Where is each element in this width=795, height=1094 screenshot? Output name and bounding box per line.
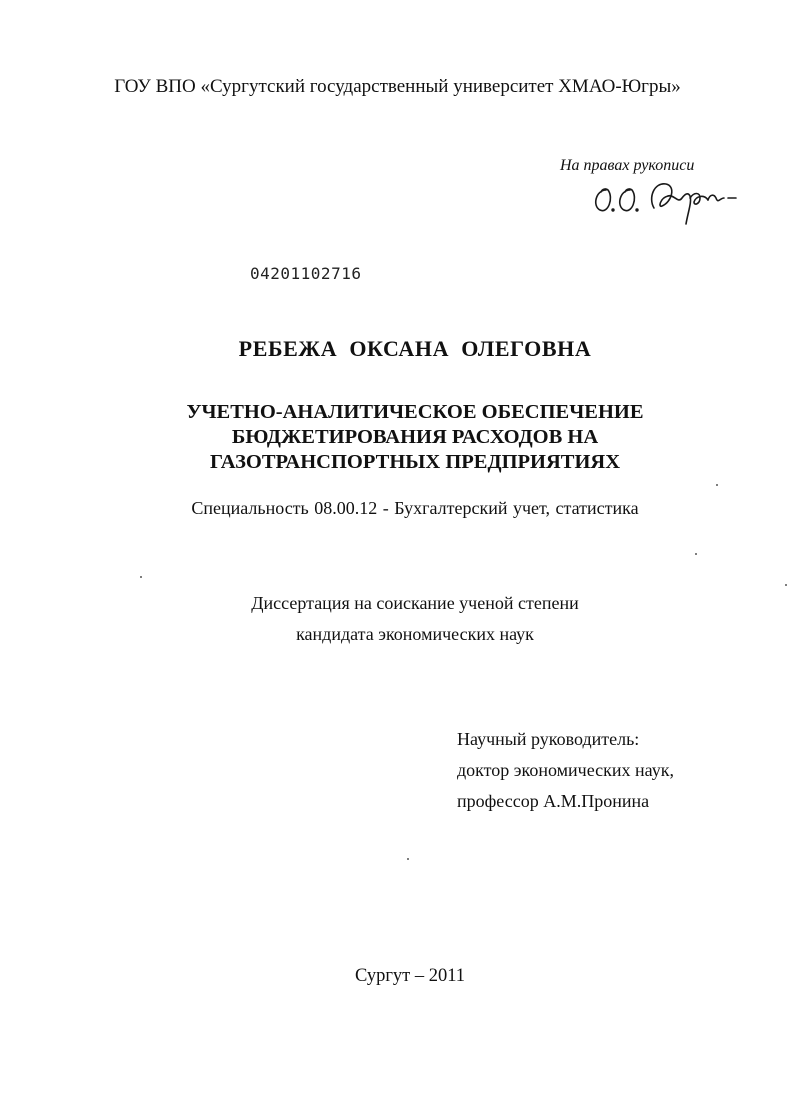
- scan-speck: [716, 484, 718, 486]
- registration-number: 04201102716: [250, 264, 362, 283]
- author-name: РЕБЕЖА ОКСАНА ОЛЕГОВНА: [238, 336, 592, 361]
- supervisor-line: Научный руководитель:: [457, 729, 640, 749]
- scientific-supervisor: [457, 724, 674, 817]
- degree-line: Диссертация на соискание ученой степени: [251, 593, 579, 613]
- specialty-line: Специальность 08.00.12 - Бухгалтерский учет, статистика: [191, 498, 639, 518]
- degree-line: кандидата экономических наук: [296, 624, 534, 644]
- thesis-title-line: БЮДЖЕТИРОВАНИЯ РАСХОДОВ НА: [231, 426, 599, 448]
- thesis-title-line: УЧЕТНО-АНАЛИТИЧЕСКОЕ ОБЕСПЕЧЕНИЕ: [186, 401, 644, 423]
- handwritten-signature: [588, 168, 748, 238]
- thesis-title: [0, 400, 795, 475]
- supervisor-line: доктор экономических наук,: [457, 760, 674, 780]
- scan-speck: [695, 553, 697, 555]
- city-and-year: Сургут – 2011: [354, 966, 466, 986]
- scan-speck: [785, 584, 787, 586]
- degree-statement: [0, 588, 795, 650]
- university-name: ГОУ ВПО «Сургутский государственный университет ХМАО-Югры»: [114, 76, 681, 97]
- scan-speck: [140, 576, 142, 578]
- manuscript-rights-note: На правах рукописи: [560, 157, 695, 174]
- thesis-title-line: ГАЗОТРАНСПОРТНЫХ ПРЕДПРИЯТИЯХ: [209, 451, 621, 473]
- scan-speck: [407, 858, 409, 860]
- supervisor-line: профессор А.М.Пронина: [457, 791, 650, 811]
